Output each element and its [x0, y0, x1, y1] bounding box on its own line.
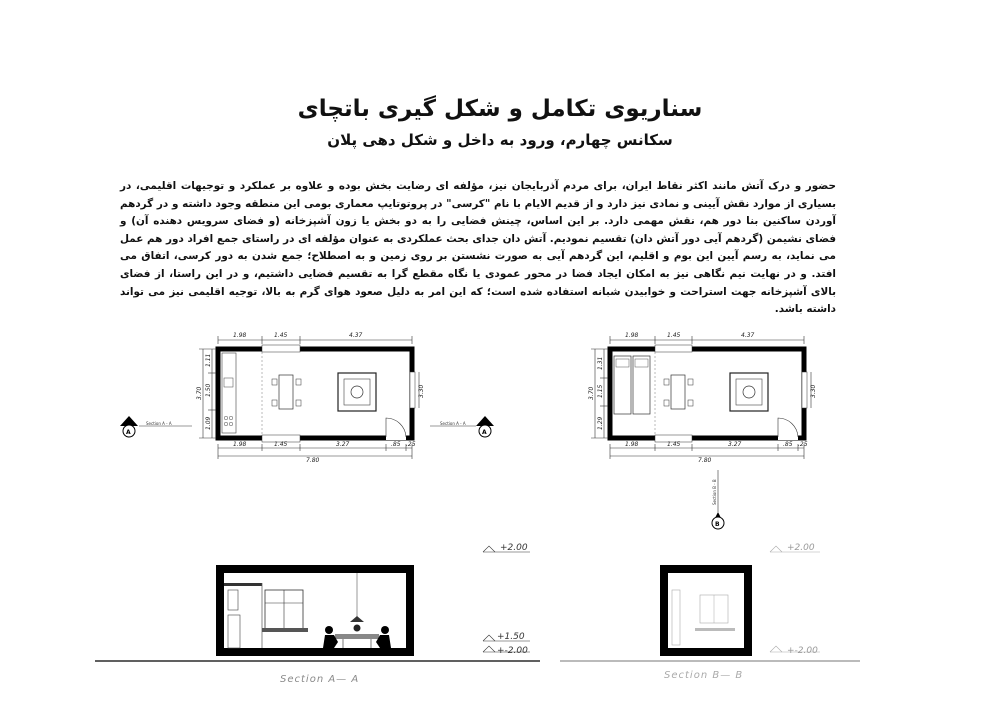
dim-height: 3.70	[196, 386, 203, 400]
dim-bottom-1: 1.98	[233, 441, 247, 448]
level-bottom: +-2.00	[787, 646, 818, 656]
dim-right: 3.30	[418, 384, 425, 398]
marker-a-left: A	[126, 429, 131, 436]
dim-total: 7.80	[306, 457, 320, 464]
dim-left-1: 1.31	[597, 356, 604, 370]
dim-left-2: 1.15	[597, 384, 604, 398]
dim-bottom-3: 3.27	[728, 441, 742, 448]
dim-bottom-4: .85	[783, 441, 793, 448]
dim-bottom-1: 1.98	[625, 441, 639, 448]
dim-top-1: 1.98	[625, 332, 639, 339]
marker-b: B	[715, 521, 720, 528]
section-a-a-drawing	[95, 543, 540, 685]
dim-top-3: 4.37	[741, 332, 755, 339]
dim-top-1: 1.98	[233, 332, 247, 339]
dim-left-3: 1.09	[205, 416, 212, 430]
level-bottom: +-2.00	[497, 646, 528, 656]
section-label-a-right: Section A - A	[440, 421, 466, 426]
dim-total: 7.80	[698, 457, 712, 464]
dim-top-2: 1.45	[667, 332, 681, 339]
dim-bottom-5: .25	[406, 441, 416, 448]
dim-top-3: 4.37	[349, 332, 363, 339]
dim-left-1: 1.11	[205, 353, 212, 367]
dim-height: 3.70	[588, 386, 595, 400]
section-label-b: Section B - B	[712, 479, 717, 505]
dim-bottom-5: .25	[798, 441, 808, 448]
dim-right: 3.30	[810, 384, 817, 398]
section-a-a-label: Section A— A	[280, 674, 360, 685]
dim-bottom-4: .85	[391, 441, 401, 448]
level-top: +2.00	[787, 543, 815, 553]
description-paragraph: حضور و درک آتش مانند اکثر نقاط ایران، برای مردم آذربایجان نیز، مؤلفه ای رضایت بخش بوده و علاوه بر عملکرد و توجیهات اقلیمی، در بسیاری از موارد نقش آیینی و نمادی نیز دارد و از قدیم الایام با نام "کرسی" در پروتوتایپ معماری بومی این منطقه وجود داشته و در گردهم آوردن ساکنین بنا دور هم، نقش مهمی دارد. بر این اساس، چینش فضایی را به دو بخش یا زون آشپزخانه (و فضای سرویس دهنده آن) و فضای نشیمن (گردهم آیی دور آتش دان) تقسیم نمودیم. آتش دان جدای بحث عملکردی به عنوان مؤلفه ای در راستای جمع افراد دور هم عمل می نماید، به رسم آیین این بوم و اقلیم، این گردهم آیی به صورت نشستن بر روی زمین و به اصطلاح؛ جمع شدن به دور کرسی، اتفاق می افتد. و در نهایت نیم نگاهی نیز به امکان ایجاد فضا در محور عمودی یا نگاه مقطع گرا به تقسیم فضایی داشتیم، و در این راستا، از فضای بالای آشپزخانه جهت استراحت و خوابیدن شبانه استفاده شده است؛ که این امر به دلیل صعود هوای گرم به بالا، توجیه اقلیمی نیز می تواند داشته باشد.	[120, 180, 836, 316]
level-top: +2.00	[500, 543, 528, 553]
section-b-b-drawing	[560, 543, 860, 681]
page-subtitle: سکانس چهارم، ورود به داخل و شکل دهی پلان	[327, 131, 673, 149]
level-mid: +1.50	[497, 632, 525, 642]
section-label-a-left: Section A - A	[146, 421, 172, 426]
dim-bottom-3: 3.27	[336, 441, 350, 448]
dim-top-2: 1.45	[274, 332, 288, 339]
marker-a-right: A	[482, 429, 487, 436]
section-b-b-label: Section B— B	[664, 670, 744, 681]
dim-bottom-2: 1.45	[667, 441, 681, 448]
dim-bottom-2: 1.45	[274, 441, 288, 448]
floor-plan-b	[588, 332, 817, 529]
dim-left-3: 1.29	[597, 416, 604, 430]
dim-left-2: 1.50	[205, 383, 212, 397]
page-title: سناریوی تکامل و شکل گیری باتچای	[297, 96, 703, 122]
floor-plan-a	[120, 332, 494, 464]
